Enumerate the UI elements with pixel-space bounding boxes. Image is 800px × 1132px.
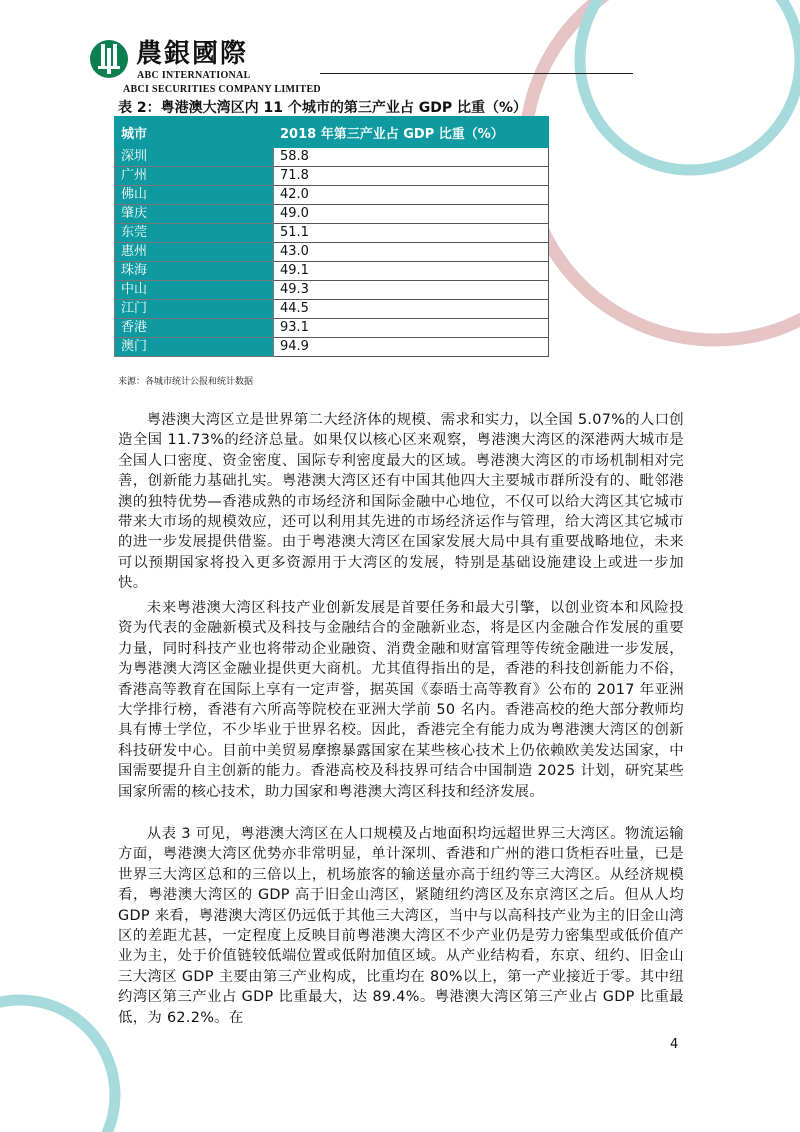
table-row	[115, 148, 549, 167]
value-cell: 43.0	[274, 243, 549, 262]
table-row	[115, 243, 549, 262]
logo-chinese-name: 農銀國際	[136, 39, 249, 69]
value-cell: 49.0	[274, 205, 549, 224]
column-header-city: 城市	[115, 117, 274, 148]
value-cell: 49.1	[274, 262, 549, 281]
table-row	[115, 224, 549, 243]
city-cell: 中山	[115, 281, 274, 300]
table-source: 来源：各城市统计公报和统计数据	[118, 377, 254, 387]
table-row	[115, 205, 549, 224]
table-row	[115, 319, 549, 338]
table-row	[115, 281, 549, 300]
table-row	[115, 167, 549, 186]
page-number: 4	[670, 1037, 679, 1052]
company-logo	[88, 38, 388, 102]
table-row	[115, 262, 549, 281]
table-row	[115, 338, 549, 357]
value-cell: 44.5	[274, 300, 549, 319]
value-cell: 94.9	[274, 338, 549, 357]
body-paragraph-1: 粤港澳大湾区立是世界第二大经济体的规模、需求和实力，以全国 5.07%的人口创造全国 11.73%的经济总量。如果仅以核心区来观察，粤港澳大湾区的深港两大城市是全国人口密度、资金密度、国际专利密度最大的区域。粤港澳大湾区的市场机制相对完善，创新能力基础扎实。粤港澳大湾区还有中国其他四大主要城市群所没有的、毗邻港澳的独特优势—香港成熟的市场经济和国际金融中心地位，不仅可以给大湾区其它城市带来大市场的规模效应，还可以利用其先进的市场经济运作与管理，给大湾区其它城市的进一步发展提供借鉴。由于粤港澳大湾区在国家发展大局中具有重要战略地位，未来可以预期国家将投入更多资源用于大湾区的发展，特别是基础设施建设上或进一步加快。	[118, 412, 684, 592]
table-row	[115, 300, 549, 319]
column-header-tertiary-share: 2018 年第三产业占 GDP 比重（%）	[274, 117, 549, 148]
city-cell: 香港	[115, 319, 274, 338]
city-cell: 澳门	[115, 338, 274, 357]
table-header-row	[115, 117, 549, 148]
city-cell: 东莞	[115, 224, 274, 243]
abc-logo-icon	[88, 38, 130, 80]
value-cell: 51.1	[274, 224, 549, 243]
gdp-share-table	[114, 116, 549, 357]
value-cell: 58.8	[274, 148, 549, 167]
logo-english-line1: ABC INTERNATIONAL	[137, 70, 251, 81]
value-cell: 42.0	[274, 186, 549, 205]
body-paragraph-3: 从表 3 可见，粤港澳大湾区在人口规模及占地面积均远超世界三大湾区。物流运输方面，粤港澳大湾区优势亦非常明显，单计深圳、香港和广州的港口货柜吞吐量，已是世界三大湾区总和的三倍以上，机场旅客的输送量亦高于纽约等三大湾区。从经济规模看，粤港澳大湾区的 GDP 高于旧金山湾区，紧随纽约湾区及东京湾区之后。但从人均 GDP 来看，粤港澳大湾区仍远低于其他三大湾区，当中与以高科技产业为主的旧金山湾区的差距尤甚，一定程度上反映目前粤港澳大湾区不少产业仍是劳力密集型或低价值产业为主，处于价值链较低端位置或低附加值区域。从产业结构看，东京、纽约、旧金山三大湾区 GDP 主要由第三产业构成，比重均在 80%以上，第一产业接近于零。其中纽约湾区第三产业占 GDP 比重最大，达 89.4%。粤港澳大湾区第三产业占 GDP 比重最低，为 62.2%。在	[118, 826, 684, 1026]
city-cell: 惠州	[115, 243, 274, 262]
city-cell: 肇庆	[115, 205, 274, 224]
city-cell: 广州	[115, 167, 274, 186]
city-cell: 深圳	[115, 148, 274, 167]
logo-english-line2: ABCI SECURITIES COMPANY LIMITED	[123, 84, 321, 95]
city-cell: 珠海	[115, 262, 274, 281]
value-cell: 71.8	[274, 167, 549, 186]
city-cell: 佛山	[115, 186, 274, 205]
value-cell: 49.3	[274, 281, 549, 300]
header-rule	[320, 73, 633, 74]
value-cell: 93.1	[274, 319, 549, 338]
body-paragraph-2: 未来粤港澳大湾区科技产业创新发展是首要任务和最大引擎，以创业资本和风险投资为代表的金融新模式及科技与金融结合的金融新业态，将是区内金融合作发展的重要力量，同时科技产业也将带动企业融资、消费金融和财富管理等传统金融进一步发展，为粤港澳大湾区金融业提供更大商机。尤其值得指出的是，香港的科技创新能力不俗，香港高等教育在国际上享有一定声誉，据英国《泰晤士高等教育》公布的 2017 年亚洲大学排行榜，香港有六所高等院校在亚洲大学前 50 名内。香港高校的绝大部分教师均具有博士学位，不少毕业于世界名校。因此，香港完全有能力成为粤港澳大湾区的创新科技研发中心。目前中美贸易摩擦暴露国家在某些核心技术上仍依赖欧美发达国家，中国需要提升自主创新的能力。香港高校及科技界可结合中国制造 2025 计划，研究某些国家所需的核心技术，助力国家和粤港澳大湾区科技和经济发展。	[118, 600, 684, 800]
city-cell: 江门	[115, 300, 274, 319]
table-caption: 表 2：粤港澳大湾区内 11 个城市的第三产业占 GDP 比重（%）	[118, 100, 527, 116]
table-row	[115, 186, 549, 205]
